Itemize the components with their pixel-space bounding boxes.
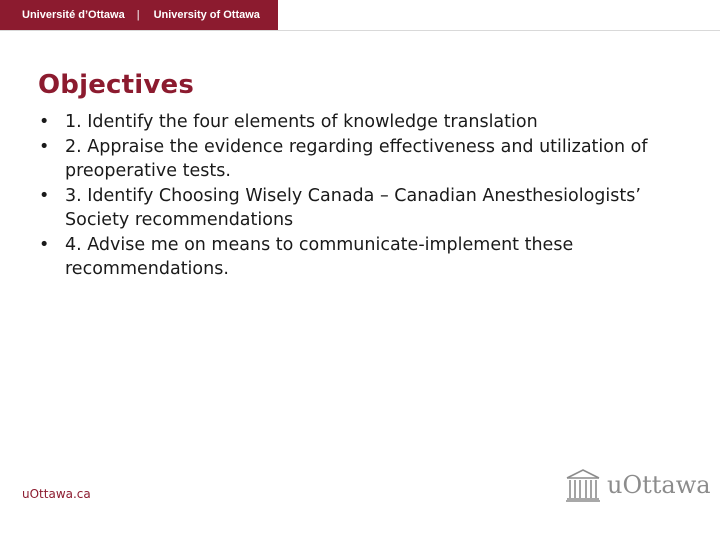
university-building-icon — [565, 468, 601, 502]
logo-wordmark: uOttawa — [607, 471, 711, 499]
header-french-name: Université d’Ottawa — [22, 9, 125, 21]
objective-item-1: • 1. Identify the four elements of knowledge translation — [38, 110, 678, 135]
footer-url: uOttawa.ca — [22, 487, 91, 501]
header-english-name: University of Ottawa — [153, 9, 260, 21]
university-header-bar — [0, 0, 278, 30]
objective-item-4: • 4. Advise me on means to communicate-implement these recommendations. — [38, 233, 678, 282]
header-divider — [0, 30, 720, 31]
objective-item-3: • 3. Identify Choosing Wisely Canada – Canadian Anesthesiologists’ Society recommendations — [38, 184, 678, 233]
objectives-list — [38, 110, 678, 282]
objective-item-2: • 2. Appraise the evidence regarding effectiveness and utilization of preoperative tests. — [38, 135, 678, 184]
slide-title: Objectives — [38, 70, 195, 100]
uottawa-logo — [565, 468, 711, 502]
header-separator: | — [136, 9, 140, 21]
